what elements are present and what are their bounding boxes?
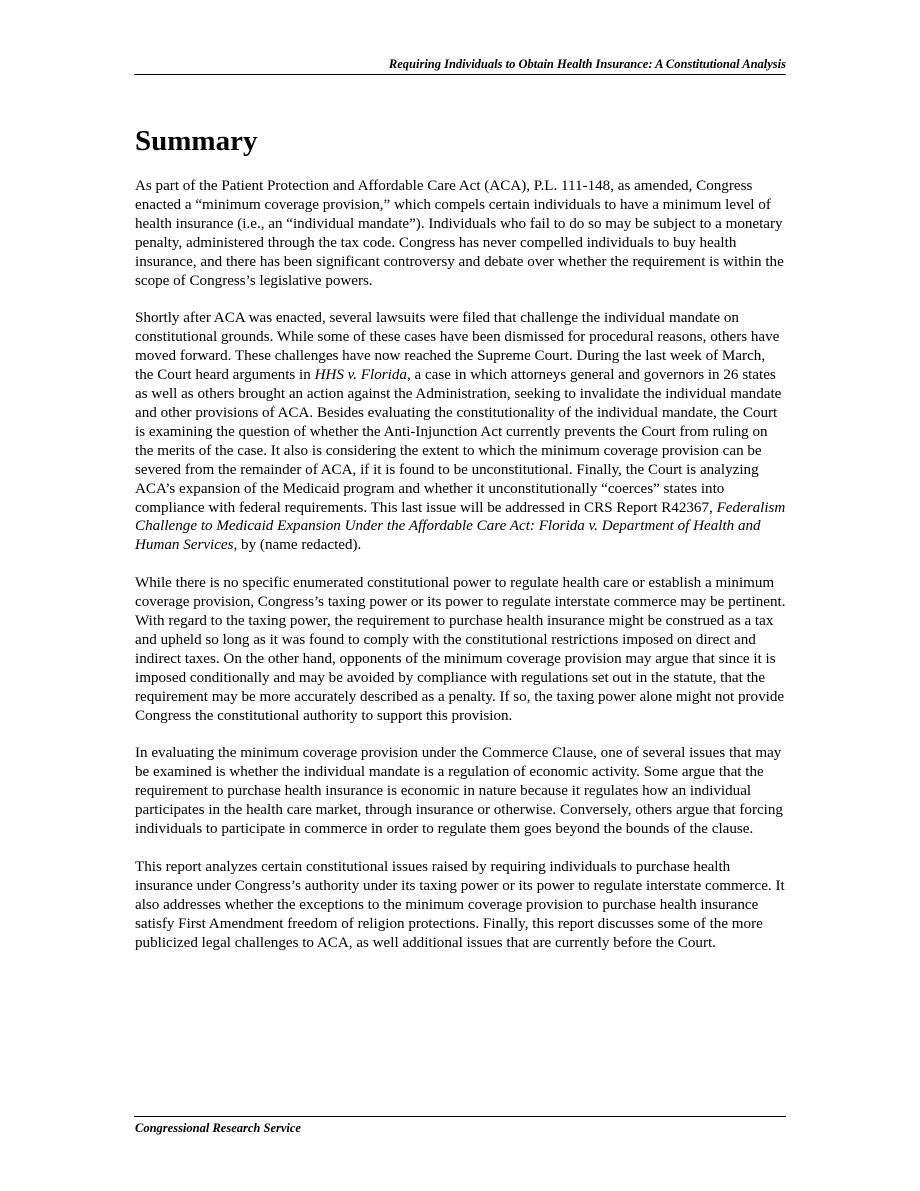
paragraph-5: This report analyzes certain constitutional issues raised by requiring individuals to purchase health insurance under Congress’s authority under its taxing power or its power to regulate interstate commerce. It also addresses whether the exceptions to the minimum coverage provision to purchase health insurance satisfy First Amendment freedom of religion protections. Finally, this report discusses some of the more publicized legal challenges to ACA, as well additional issues that are currently before the Court.	[135, 859, 785, 951]
report-title-citation: Federalism Challenge to Medicaid Expansion Under the Affordable Care Act: Florida v. Department of Health and Human Services	[135, 499, 786, 554]
running-header: Requiring Individuals to Obtain Health Insurance: A Constitutional Analysis	[388, 57, 786, 71]
paragraph-2-text-b: , a case in which attorneys general and governors in 26 states as well as others brought an action against the Administration, seeking to invalidate the individual mandate and other provisions of ACA. Besides evaluating the constitutionality of the individual mandate, the Court is examining the question of whether the Anti-Injunction Act currently prevents the Court from ruling on the merits of the case. It also is considering the extent to which the minimum coverage provision can be severed from the remainder of ACA, if it is found to be unconstitutional. Finally, the Court is analyzing ACA’s expansion of the Medicaid program and whether it unconstitutionally “coerces” states into compliance with federal requirements. This last issue will be addressed in CRS Report R42367,	[135, 367, 782, 516]
paragraph-2	[135, 309, 787, 555]
paragraph-3: While there is no specific enumerated constitutional power to regulate health care or establish a minimum coverage provision, Congress’s taxing power or its power to regulate interstate commerce may be pertinent. With regard to the taxing power, the requirement to purchase health insurance might be construed as a tax and upheld so long as it was found to comply with the constitutional restrictions imposed on direct and indirect taxes. On the other hand, opponents of the minimum coverage provision may argue that since it is imposed conditionally and may be avoided by compliance with regulations set out in the statute, that the requirement may be more accurately described as a penalty. If so, the taxing power alone might not provide Congress the constitutional authority to support this provision.	[135, 575, 786, 724]
paragraph-1: As part of the Patient Protection and Affordable Care Act (ACA), P.L. 111-148, as amended, Congress enacted a “minimum coverage provision,” which compels certain individuals to have a minimum level of health insurance (i.e., an “individual mandate”). Individuals who fail to do so may be subject to a monetary penalty, administered through the tax code. Congress has never compelled individuals to buy health insurance, and there has been significant controversy and debate over whether the requirement is within the scope of Congress’s legislative powers.	[135, 178, 784, 289]
summary-body	[135, 177, 787, 972]
paragraph-4: In evaluating the minimum coverage provision under the Commerce Clause, one of several issues that may be examined is whether the individual mandate is a regulation of economic activity. Some argue that the requirement to purchase health insurance is economic in nature because it regulates how an individual participates in the health care market, through insurance or otherwise. Conversely, others argue that forcing individuals to participate in commerce in order to regulate them goes beyond the bounds of the clause.	[135, 745, 783, 838]
header-rule	[134, 74, 786, 75]
page-title: Summary	[135, 125, 258, 157]
running-footer: Congressional Research Service	[135, 1121, 301, 1135]
paragraph-2-text-c: , by (name redacted).	[233, 537, 362, 554]
case-citation: HHS v. Florida	[314, 367, 407, 384]
footer-rule	[134, 1116, 786, 1117]
paragraph-2-text-a: Shortly after ACA was enacted, several lawsuits were filed that challenge the individual mandate on constitutional grounds. While some of these cases have been dismissed for procedural reasons, others have moved forward. These challenges have now reached the Supreme Court. During the last week of March, the Court heard arguments in	[135, 310, 780, 384]
